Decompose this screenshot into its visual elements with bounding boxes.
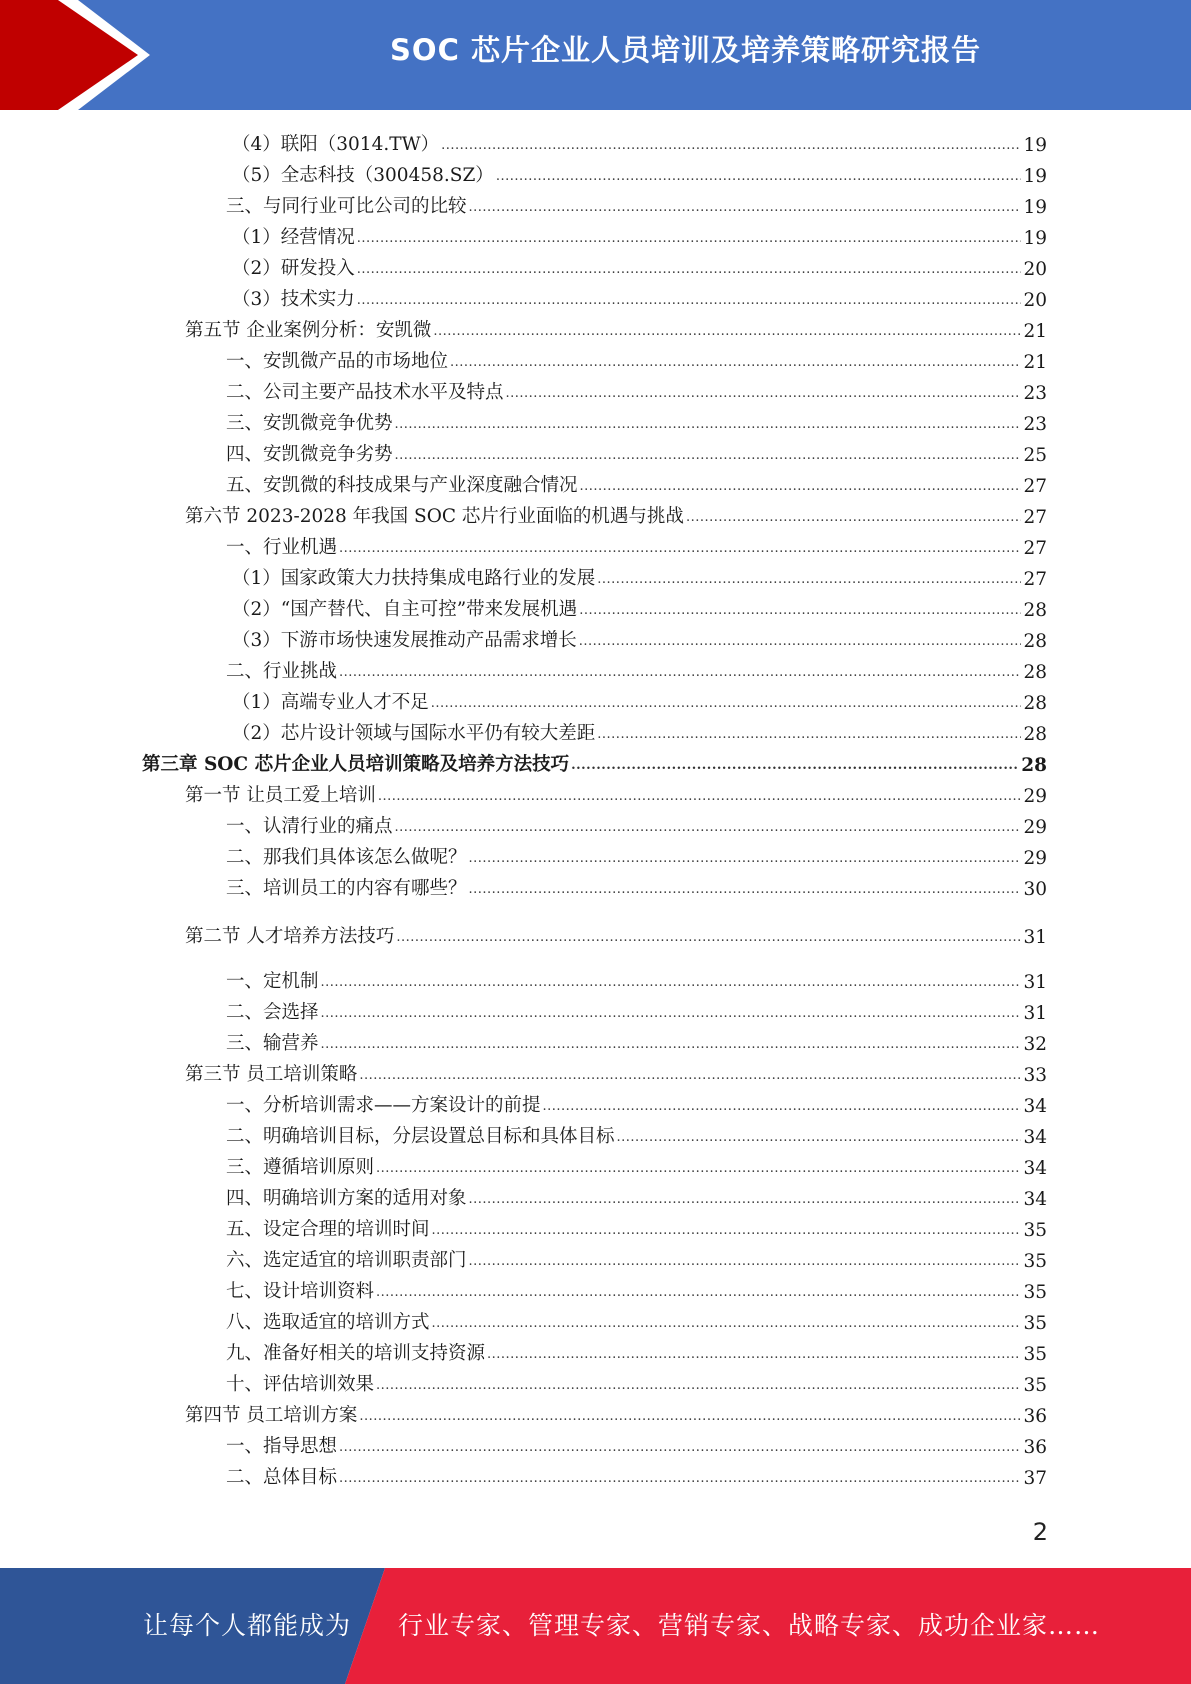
toc-entry-title: 第三节 员工培训策略 xyxy=(185,1064,358,1085)
toc-entry[interactable] xyxy=(226,1213,1047,1241)
page-number: 2 xyxy=(1032,1518,1048,1546)
toc-entry-title: （1）国家政策大力扶持集成电路行业的发展 xyxy=(232,568,596,589)
toc-dot-leader xyxy=(579,632,1022,652)
toc-dot-leader xyxy=(469,880,1022,900)
toc-dot-leader xyxy=(396,928,1021,948)
toc-dot-leader xyxy=(357,229,1022,249)
toc-dot-leader xyxy=(432,1314,1022,1334)
toc-dot-leader xyxy=(395,818,1022,838)
toc-entry[interactable] xyxy=(226,810,1047,838)
toc-entry-title: 七、设计培训资料 xyxy=(226,1281,375,1302)
toc-entry[interactable] xyxy=(226,1306,1047,1334)
toc-entry-page: 28 xyxy=(1023,600,1047,621)
toc-entry-title: （2）芯片设计领域与国际水平仍有较大差距 xyxy=(232,723,596,744)
toc-dot-leader xyxy=(357,291,1022,311)
toc-dot-leader xyxy=(469,1252,1022,1272)
toc-dot-leader xyxy=(432,1221,1022,1241)
toc-entry-title: （1）经营情况 xyxy=(232,227,355,248)
toc-entry-page: 36 xyxy=(1023,1406,1047,1427)
toc-dot-leader xyxy=(395,446,1022,466)
toc-entry-title: （1）高端专业人才不足 xyxy=(232,692,429,713)
toc-dot-leader xyxy=(339,1438,1021,1458)
toc-dot-leader xyxy=(469,849,1022,869)
footer-slogan-right: 行业专家、管理专家、营销专家、战略专家、成功企业家…… xyxy=(398,1611,1101,1640)
toc-entry-page: 34 xyxy=(1023,1158,1047,1179)
toc-entry-page: 29 xyxy=(1023,817,1047,838)
toc-dot-leader xyxy=(617,1128,1022,1148)
toc-entry[interactable] xyxy=(226,1461,1047,1489)
toc-dot-leader xyxy=(339,663,1021,683)
toc-entry-title: 四、明确培训方案的适用对象 xyxy=(226,1188,467,1209)
toc-dot-leader xyxy=(321,973,1022,993)
toc-entry[interactable] xyxy=(185,500,1047,528)
toc-entry-title: 一、行业机遇 xyxy=(226,537,338,558)
toc-entry-title: 二、行业挑战 xyxy=(226,661,338,682)
toc-dot-leader xyxy=(597,725,1021,745)
toc-dot-leader xyxy=(506,384,1022,404)
toc-entry-title: 二、明确培训目标，分层设置总目标和具体目标 xyxy=(226,1126,615,1147)
toc-entry-title: 第一节 让员工爱上培训 xyxy=(185,785,376,806)
toc-entry-page: 34 xyxy=(1023,1127,1047,1148)
toc-entry[interactable] xyxy=(232,128,1047,156)
toc-entry-page: 19 xyxy=(1023,197,1047,218)
toc-entry[interactable] xyxy=(226,1337,1047,1365)
toc-entry-page: 28 xyxy=(1023,693,1047,714)
toc-entry[interactable] xyxy=(232,593,1047,621)
toc-entry[interactable] xyxy=(226,438,1047,466)
toc-entry-title: 第三章 SOC 芯片企业人员培训策略及培养方法技巧 xyxy=(142,754,570,775)
toc-entry-page: 23 xyxy=(1023,414,1047,435)
toc-entry-title: 第四节 员工培训方案 xyxy=(185,1405,358,1426)
toc-entry-page: 28 xyxy=(1023,724,1047,745)
toc-entry[interactable] xyxy=(185,920,1047,948)
toc-entry-page: 35 xyxy=(1023,1375,1047,1396)
footer-slogan-left: 让每个人都能成为 xyxy=(143,1611,352,1640)
toc-entry[interactable] xyxy=(226,1151,1047,1179)
toc-entry-page: 36 xyxy=(1023,1437,1047,1458)
toc-entry[interactable] xyxy=(142,748,1047,776)
toc-entry-page: 25 xyxy=(1023,445,1047,466)
toc-dot-leader xyxy=(359,1066,1021,1086)
toc-entry-page: 28 xyxy=(1023,631,1047,652)
toc-entry[interactable] xyxy=(226,1027,1047,1055)
toc-entry-page: 27 xyxy=(1023,507,1047,528)
toc-entry-title: 一、安凯微产品的市场地位 xyxy=(226,351,449,372)
toc-entry[interactable] xyxy=(232,686,1047,714)
toc-entry-page: 33 xyxy=(1023,1065,1047,1086)
toc-dot-leader xyxy=(339,539,1021,559)
toc-entry-page: 35 xyxy=(1023,1282,1047,1303)
toc-dot-leader xyxy=(686,508,1022,528)
toc-entry[interactable] xyxy=(226,1368,1047,1396)
toc-entry-title: 三、遵循培训原则 xyxy=(226,1157,375,1178)
toc-entry-title: 六、选定适宜的培训职责部门 xyxy=(226,1250,467,1271)
toc-dot-leader xyxy=(487,1345,1021,1365)
toc-entry-page: 27 xyxy=(1023,538,1047,559)
toc-entry-title: 二、公司主要产品技术水平及特点 xyxy=(226,382,504,403)
toc-entry-title: 三、培训员工的内容有哪些？ xyxy=(226,878,467,899)
toc-dot-leader xyxy=(543,1097,1022,1117)
toc-entry-title: 一、分析培训需求——方案设计的前提 xyxy=(226,1095,541,1116)
toc-entry[interactable] xyxy=(232,252,1047,280)
toc-entry[interactable] xyxy=(232,624,1047,652)
toc-entry[interactable] xyxy=(226,965,1047,993)
toc-entry-page: 19 xyxy=(1023,135,1047,156)
toc-entry-title: 五、安凯微的科技成果与产业深度融合情况 xyxy=(226,475,578,496)
toc-entry-title: （3）技术实力 xyxy=(232,289,355,310)
toc-entry-page: 19 xyxy=(1023,228,1047,249)
toc-entry[interactable] xyxy=(232,283,1047,311)
toc-entry-page: 31 xyxy=(1023,972,1047,993)
toc-entry-page: 32 xyxy=(1023,1034,1047,1055)
toc-entry-page: 31 xyxy=(1023,1003,1047,1024)
toc-dot-leader xyxy=(376,1283,1021,1303)
toc-entry-page: 35 xyxy=(1023,1313,1047,1334)
toc-entry[interactable] xyxy=(226,345,1047,373)
toc-entry-title: 一、认清行业的痛点 xyxy=(226,816,393,837)
toc-dot-leader xyxy=(579,601,1021,621)
toc-dot-leader xyxy=(571,756,1019,776)
toc-dot-leader xyxy=(359,1407,1021,1427)
toc-dot-leader xyxy=(580,477,1022,497)
toc-entry[interactable] xyxy=(226,376,1047,404)
toc-entry-page: 35 xyxy=(1023,1251,1047,1272)
toc-entry[interactable] xyxy=(226,1182,1047,1210)
toc-entry[interactable] xyxy=(226,841,1047,869)
toc-entry-title: （3）下游市场快速发展推动产品需求增长 xyxy=(232,630,577,651)
toc-entry-title: 第六节 2023-2028 年我国 SOC 芯片行业面临的机遇与挑战 xyxy=(185,506,684,527)
toc-entry-title: 三、输营养 xyxy=(226,1033,319,1054)
toc-entry-page: 35 xyxy=(1023,1220,1047,1241)
toc-entry-title: （5）全志科技（300458.SZ） xyxy=(232,165,494,186)
toc-entry-page: 30 xyxy=(1023,879,1047,900)
toc-entry[interactable] xyxy=(226,531,1047,559)
toc-entry[interactable] xyxy=(232,159,1047,187)
toc-entry[interactable] xyxy=(185,1058,1047,1086)
toc-entry-title: 四、安凯微竞争劣势 xyxy=(226,444,393,465)
toc-entry-title: 十、评估培训效果 xyxy=(226,1374,375,1395)
toc-entry[interactable] xyxy=(226,1244,1047,1272)
report-title: SOC 芯片企业人员培训及培养策略研究报告 xyxy=(390,33,981,67)
toc-entry-page: 27 xyxy=(1023,569,1047,590)
toc-entry-title: 二、总体目标 xyxy=(226,1467,338,1488)
toc-entry-title: 一、定机制 xyxy=(226,971,319,992)
toc-entry-title: 五、设定合理的培训时间 xyxy=(226,1219,430,1240)
toc-entry-page: 28 xyxy=(1023,662,1047,683)
toc-entry-title: 二、会选择 xyxy=(226,1002,319,1023)
toc-entry-title: 第五节 企业案例分析：安凯微 xyxy=(185,320,432,341)
page-footer xyxy=(0,1568,1191,1684)
toc-dot-leader xyxy=(321,1035,1022,1055)
toc-entry-page: 21 xyxy=(1023,352,1047,373)
toc-entry-page: 34 xyxy=(1023,1096,1047,1117)
toc-dot-leader xyxy=(321,1004,1022,1024)
toc-entry-page: 27 xyxy=(1023,476,1047,497)
toc-entry-title: 第二节 人才培养方法技巧 xyxy=(185,926,395,947)
toc-dot-leader xyxy=(441,136,1021,156)
toc-entry[interactable] xyxy=(226,1275,1047,1303)
toc-entry-title: 九、准备好相关的培训支持资源 xyxy=(226,1343,486,1364)
toc-entry[interactable] xyxy=(226,407,1047,435)
page-header xyxy=(0,0,1191,110)
toc-entry[interactable] xyxy=(226,469,1047,497)
toc-dot-leader xyxy=(376,1376,1021,1396)
toc-entry-page: 37 xyxy=(1023,1468,1047,1489)
toc-entry-page: 34 xyxy=(1023,1189,1047,1210)
toc-entry[interactable] xyxy=(226,1120,1047,1148)
toc-entry-page: 29 xyxy=(1023,848,1047,869)
toc-entry[interactable] xyxy=(185,314,1047,342)
toc-entry-page: 23 xyxy=(1023,383,1047,404)
toc-entry[interactable] xyxy=(185,1399,1047,1427)
toc-dot-leader xyxy=(376,1159,1021,1179)
toc-entry[interactable] xyxy=(185,779,1047,807)
toc-entry[interactable] xyxy=(226,996,1047,1024)
toc-dot-leader xyxy=(395,415,1022,435)
toc-entry-page: 19 xyxy=(1023,166,1047,187)
toc-entry[interactable] xyxy=(226,1089,1047,1117)
toc-dot-leader xyxy=(339,1469,1021,1489)
toc-entry[interactable] xyxy=(226,1430,1047,1458)
toc-dot-leader xyxy=(469,1190,1022,1210)
toc-entry-title: 二、那我们具体该怎么做呢？ xyxy=(226,847,467,868)
toc-entry-page: 20 xyxy=(1023,290,1047,311)
toc-dot-leader xyxy=(597,570,1021,590)
toc-entry-title: （4）联阳（3014.TW） xyxy=(232,134,440,155)
toc-entry[interactable] xyxy=(226,190,1047,218)
toc-dot-leader xyxy=(450,353,1021,373)
toc-entry-title: （2）研发投入 xyxy=(232,258,355,279)
toc-entry[interactable] xyxy=(232,221,1047,249)
toc-entry[interactable] xyxy=(226,655,1047,683)
toc-entry-page: 35 xyxy=(1023,1344,1047,1365)
toc-entry-title: 八、选取适宜的培训方式 xyxy=(226,1312,430,1333)
toc-entry-page: 28 xyxy=(1021,755,1047,776)
toc-dot-leader xyxy=(496,167,1022,187)
toc-entry-title: （2）“国产替代、自主可控”带来发展机遇 xyxy=(232,599,578,620)
toc-entry-title: 一、指导思想 xyxy=(226,1436,338,1457)
toc-dot-leader xyxy=(469,198,1022,218)
toc-entry-title: 三、与同行业可比公司的比较 xyxy=(226,196,467,217)
toc-entry[interactable] xyxy=(232,562,1047,590)
toc-entry[interactable] xyxy=(232,717,1047,745)
toc-entry-page: 31 xyxy=(1023,927,1047,948)
toc-dot-leader xyxy=(433,322,1021,342)
toc-dot-leader xyxy=(357,260,1022,280)
toc-entry-page: 29 xyxy=(1023,786,1047,807)
toc-dot-leader xyxy=(431,694,1022,714)
toc-entry[interactable] xyxy=(226,872,1047,900)
toc-dot-leader xyxy=(378,787,1022,807)
toc-entry-page: 21 xyxy=(1023,321,1047,342)
toc-entry-page: 20 xyxy=(1023,259,1047,280)
toc-entry-title: 三、安凯微竞争优势 xyxy=(226,413,393,434)
